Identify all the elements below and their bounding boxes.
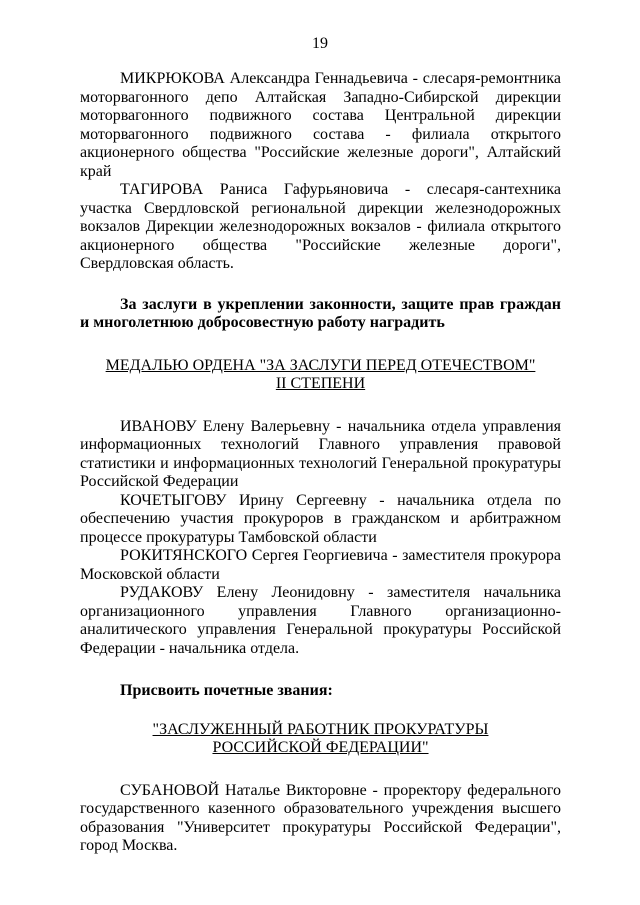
award-title-line: "ЗАСЛУЖЕННЫЙ РАБОТНИК ПРОКУРАТУРЫ bbox=[152, 720, 489, 738]
award-recipient-paragraph: КОЧЕТЫГОВУ Ирину Сергеевну - начальника отдела по обеспечению участия прокуроров в гражданском и арбитражном процессе прокуратуры Тамбовской области bbox=[80, 491, 561, 546]
award-title-line: МЕДАЛЬЮ ОРДЕНА "ЗА ЗАСЛУГИ ПЕРЕД ОТЕЧЕСТВОМ" bbox=[105, 356, 536, 374]
award-recipient-paragraph: РУДАКОВУ Елену Леонидовну - заместителя начальника организационного управления Главного организационно-аналитического управления Генеральной прокуратуры Российской Федерации - начальника отдела. bbox=[80, 584, 561, 657]
award-title bbox=[80, 357, 561, 394]
section-intro: За заслуги в укреплении законности, защите прав граждан и многолетнюю добросовестную работу наградить bbox=[80, 295, 561, 331]
honorary-title bbox=[80, 721, 561, 758]
award-recipient-paragraph: РОКИТЯНСКОГО Сергея Георгиевича - заместителя прокурора Московской области bbox=[80, 547, 561, 583]
award-recipient-paragraph: МИКРЮКОВА Александра Геннадьевича - слесаря-ремонтника моторвагонного депо Алтайская Западно-Сибирской дирекции моторвагонного подвижного состава Центральной дирекции моторвагонного подвижного состава - филиала открытого акционерного общества "Российские железные дороги", Алтайский край bbox=[80, 70, 561, 180]
award-title-line: II СТЕПЕНИ bbox=[275, 375, 366, 392]
document-body bbox=[80, 70, 561, 856]
award-recipient-paragraph: СУБАНОВОЙ Наталье Викторовне - проректору федерального государственного казенного образовательного учреждения высшего образования "Университет прокуратуры Российской Федерации", город Москва. bbox=[80, 781, 561, 854]
award-title-line: РОССИЙСКОЙ ФЕДЕРАЦИИ" bbox=[212, 739, 429, 756]
award-recipient-paragraph: ТАГИРОВА Раниса Гафурьяновича - слесаря-сантехника участка Свердловской региональной дирекции железнодорожных вокзалов Дирекции железнодорожных вокзалов - филиала открытого акционерного общества "Российские железные дороги", Свердловская область. bbox=[80, 181, 561, 272]
page-number: 19 bbox=[312, 35, 328, 52]
award-recipient-paragraph: ИВАНОВУ Елену Валерьевну - начальника отдела управления информационных технологий Главного управления правовой статистики и информационных технологий Генеральной прокуратуры Российской Федерации bbox=[80, 417, 561, 490]
section-intro: Присвоить почетные звания: bbox=[120, 682, 333, 699]
